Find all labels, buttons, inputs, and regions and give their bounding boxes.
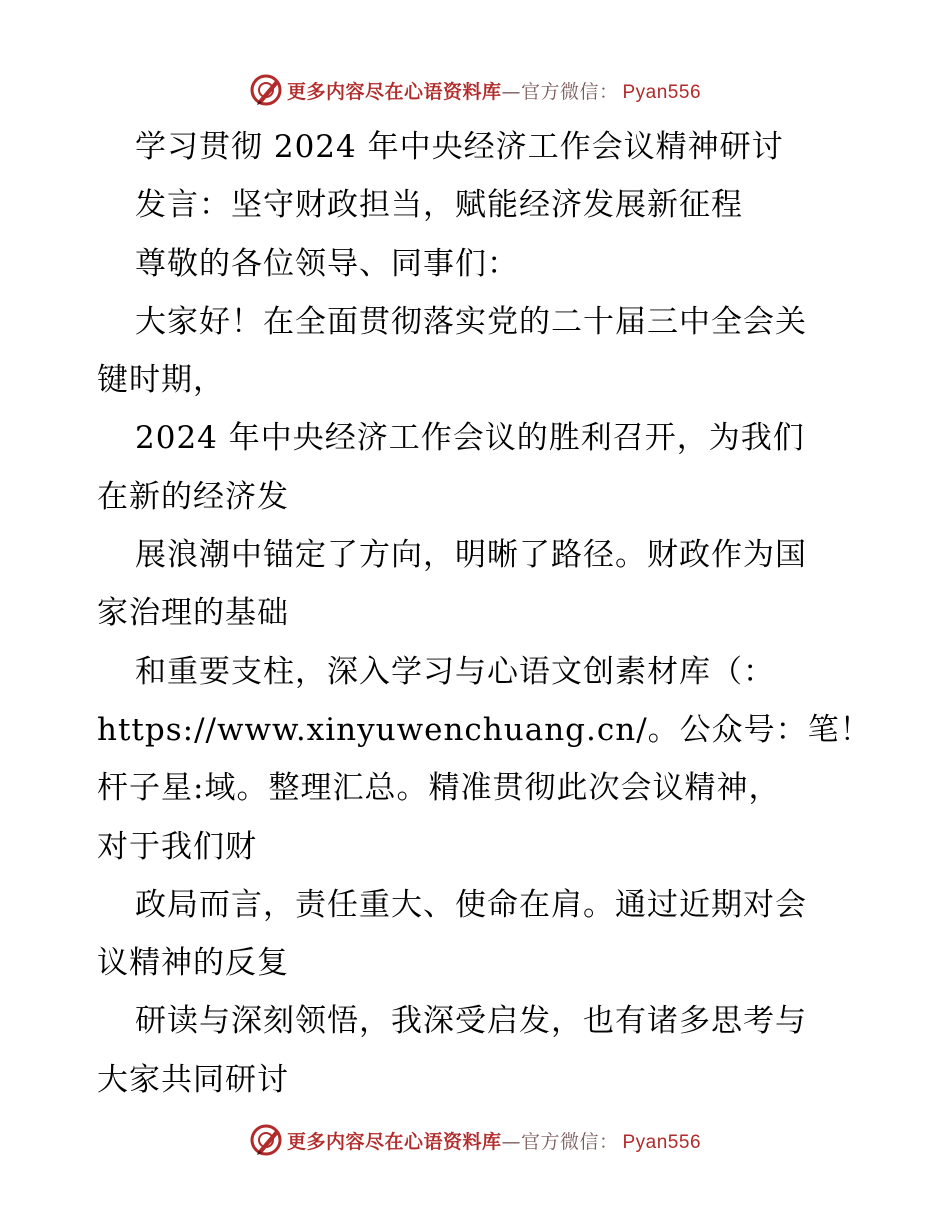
banner-separator: — bbox=[501, 1130, 521, 1153]
text-line: 大家好！在全面贯彻落实党的二十届三中全会关 bbox=[135, 303, 807, 340]
text-line: 议精神的反复 bbox=[97, 945, 289, 982]
text-line: 杆子星:域。整理汇总。精准贯彻此次会议精神， bbox=[97, 770, 781, 807]
document-body bbox=[97, 118, 872, 1109]
text-line: https://www.xinyuwenchuang.cn/。公众号：笔！ bbox=[97, 711, 872, 748]
text-line: 研读与深刻领悟，我深受启发，也有诸多思考与 bbox=[135, 1003, 807, 1040]
banner-main-text: 更多内容尽在心语资料库 bbox=[286, 1130, 502, 1153]
header-banner bbox=[0, 70, 950, 110]
text-line: 尊敬的各位领导、同事们： bbox=[135, 245, 519, 282]
text-line: 政局而言，责任重大、使命在肩。通过近期对会 bbox=[135, 886, 807, 923]
banner-text bbox=[287, 77, 701, 104]
text-line: 学习贯彻 2024 年中央经济工作会议精神研讨 bbox=[135, 129, 784, 165]
banner-wechat-id: Pyan556 bbox=[622, 81, 702, 103]
brand-logo-icon bbox=[249, 73, 283, 107]
banner-wechat-label: 官方微信： bbox=[520, 80, 619, 103]
text-line: 大家共同研讨 bbox=[97, 1061, 289, 1098]
footer-banner bbox=[0, 1120, 950, 1160]
text-line: 展浪潮中锚定了方向，明晰了路径。财政作为国 bbox=[135, 537, 807, 574]
text-line: 和重要支柱，深入学习与心语文创素材库（： bbox=[135, 653, 775, 690]
text-line: 发言：坚守财政担当，赋能经济发展新征程 bbox=[135, 187, 743, 224]
banner-main-text: 更多内容尽在心语资料库 bbox=[286, 80, 502, 103]
brand-logo-icon bbox=[249, 1123, 283, 1157]
banner-wechat-label: 官方微信： bbox=[520, 1130, 619, 1153]
text-line: 家治理的基础 bbox=[97, 595, 289, 632]
text-line: 对于我们财 bbox=[97, 828, 257, 865]
banner-text bbox=[287, 1127, 701, 1154]
text-line: 2024 年中央经济工作会议的胜利召开，为我们 bbox=[135, 420, 805, 457]
text-line: 在新的经济发 bbox=[97, 478, 289, 515]
banner-wechat-id: Pyan556 bbox=[622, 1131, 702, 1153]
text-line: 键时期， bbox=[97, 362, 225, 399]
banner-separator: — bbox=[501, 80, 521, 103]
